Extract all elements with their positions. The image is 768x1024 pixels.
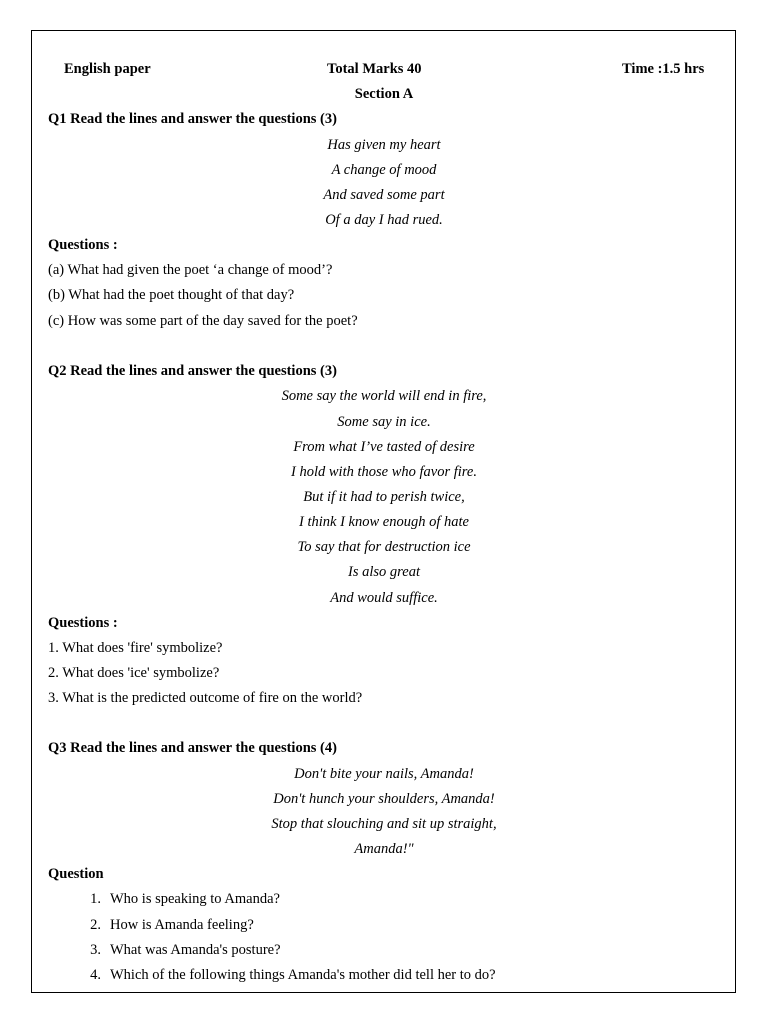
q2-poem-line: I think I know enough of hate	[299, 514, 469, 530]
list-item-number: 4.	[90, 967, 101, 983]
q2-question: 1. What does 'fire' symbolize?	[48, 640, 223, 656]
q1-question: (a) What had given the poet ‘a change of mood’?	[48, 262, 333, 278]
q3-question: How is Amanda feeling?	[110, 917, 254, 933]
q1-poem-line: Of a day I had rued.	[325, 212, 443, 228]
list-item-number: 2.	[90, 917, 101, 933]
q2-poem-line: Some say in ice.	[337, 414, 431, 430]
list-item-number: 1.	[90, 891, 101, 907]
q1-poem-line: And saved some part	[323, 187, 445, 203]
header-subject: English paper	[64, 61, 151, 77]
q2-poem-line: To say that for destruction ice	[297, 539, 471, 555]
q1-poem-line: Has given my heart	[327, 137, 441, 153]
q1-question: (b) What had the poet thought of that day?	[48, 287, 295, 303]
q1-poem-line: A change of mood	[331, 162, 437, 178]
q1-title: Q1 Read the lines and answer the questions (3)	[48, 111, 337, 127]
header-time: Time :1.5 hrs	[622, 61, 705, 77]
q1-question: (c) How was some part of the day saved for the poet?	[48, 313, 358, 329]
q3-poem-line: Don't hunch your shoulders, Amanda!	[273, 791, 495, 807]
q2-poem-line: Some say the world will end in fire,	[281, 388, 487, 404]
q3-question: Which of the following things Amanda's mother did tell her to do?	[110, 967, 496, 983]
q3-title: Q3 Read the lines and answer the questions (4)	[48, 740, 337, 756]
q2-title: Q2 Read the lines and answer the questions (3)	[48, 363, 337, 379]
section-title: Section A	[354, 86, 414, 102]
q3-questions-label: Question	[48, 866, 104, 882]
q2-poem-line: And would suffice.	[330, 590, 438, 606]
q3-poem-line: Don't bite your nails, Amanda!	[294, 766, 474, 782]
q3-poem-line: Amanda!"	[354, 841, 414, 857]
q2-question: 3. What is the predicted outcome of fire on the world?	[48, 690, 363, 706]
list-item-number: 3.	[90, 942, 101, 958]
q2-poem-line: Is also great	[348, 564, 420, 580]
q3-question: What was Amanda's posture?	[110, 942, 281, 958]
q1-questions-label: Questions :	[48, 237, 118, 253]
q2-poem-line: But if it had to perish twice,	[303, 489, 465, 505]
q2-poem-line: I hold with those who favor fire.	[291, 464, 477, 480]
q2-question: 2. What does 'ice' symbolize?	[48, 665, 220, 681]
q2-poem-line: From what I’ve tasted of desire	[293, 439, 475, 455]
header-total-marks: Total Marks 40	[327, 61, 422, 77]
q3-poem-line: Stop that slouching and sit up straight,	[271, 816, 497, 832]
q3-question: Who is speaking to Amanda?	[110, 891, 280, 907]
q2-questions-label: Questions :	[48, 615, 118, 631]
